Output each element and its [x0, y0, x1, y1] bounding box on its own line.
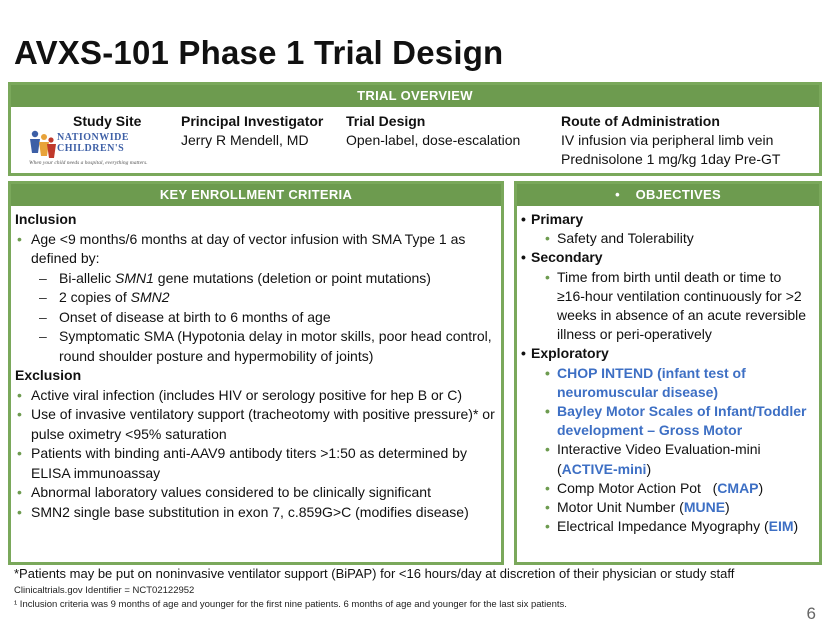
- list-item: • Patients with binding anti-AAV9 antibody titers >1:50 as determined by ELISA immunoassay: [15, 444, 495, 483]
- inclusion-list: [15, 230, 495, 367]
- list-item: • Secondary: [520, 248, 813, 267]
- enrollment-body: [11, 206, 501, 522]
- route-label: Route of Administration: [561, 113, 720, 129]
- list-item: – Onset of disease at birth to 6 months of age: [15, 308, 495, 328]
- route-column: [561, 112, 780, 169]
- list-item: • Electrical Impedance Myography (EIM): [520, 517, 813, 536]
- exclusion-heading: Exclusion: [15, 367, 82, 383]
- enrollment-criteria-panel: [8, 181, 504, 565]
- list-item: • SMN2 single base substitution in exon 7, c.859G>C (modifies disease): [15, 503, 495, 523]
- page-number: 6: [806, 604, 816, 623]
- childrens-figures-icon: [27, 129, 57, 161]
- inclusion-heading: Inclusion: [15, 211, 77, 227]
- list-item: – 2 copies of SMN2: [15, 288, 495, 308]
- design-label: Trial Design: [346, 113, 426, 129]
- trial-overview-body: [11, 107, 819, 173]
- objectives-body: [517, 206, 819, 536]
- route-line2: Prednisolone 1 mg/kg 1day Pre-GT: [561, 151, 781, 167]
- nationwide-childrens-logo: [27, 129, 157, 173]
- route-line1: IV infusion via peripheral limb vein: [561, 132, 774, 148]
- objectives-band: • OBJECTIVES: [517, 184, 819, 206]
- list-item: • Age <9 months/6 months at day of vector infusion with SMA Type 1 as defined by:: [15, 230, 495, 269]
- list-item: • Exploratory: [520, 344, 813, 363]
- list-item: • Use of invasive ventilatory support (tracheotomy with positive pressure)* or pulse oximetry <95% saturation: [15, 405, 495, 444]
- list-item: – Symptomatic SMA (Hypotonia delay in motor skills, poor head control, round shoulder posture and hypermobility of joints): [15, 327, 495, 366]
- list-item: • Comp Motor Action Pot (CMAP): [520, 479, 813, 498]
- list-item: • Bayley Motor Scales of Infant/Toddler development – Gross Motor: [520, 402, 813, 440]
- investigator-label: Principal Investigator: [181, 113, 324, 129]
- design-value: Open-label, dose-escalation: [346, 132, 521, 148]
- exclusion-list: [15, 386, 495, 523]
- list-item: • Abnormal laboratory values considered to be clinically significant: [15, 483, 495, 503]
- logo-tagline: When your child needs a hospital, everything matters.: [29, 160, 148, 166]
- list-item: • Primary: [520, 210, 813, 229]
- investigator-column: [181, 112, 323, 150]
- clinicaltrials-identifier: Clinicaltrials.gov Identifier = NCT02122952: [14, 585, 195, 596]
- list-item: • Interactive Video Evaluation-mini (ACTIVE-mini): [520, 440, 813, 478]
- objectives-panel: [514, 181, 822, 565]
- bullet-icon: •: [615, 187, 636, 202]
- list-item: • Time from birth until death or time to ≥16-hour ventilation continuously for >2 weeks in absence of an acute reversible illness or peri-operatively: [520, 268, 813, 345]
- page-title: AVXS-101 Phase 1 Trial Design: [14, 34, 504, 71]
- trial-overview-box: [8, 82, 822, 176]
- enrollment-band: KEY ENROLLMENT CRITERIA: [11, 184, 501, 206]
- investigator-value: Jerry R Mendell, MD: [181, 132, 309, 148]
- logo-wordmark: NATIONWIDE CHILDREN'S: [57, 132, 130, 154]
- design-column: [346, 112, 520, 150]
- inclusion-footnote: ¹ Inclusion criteria was 9 months of age and younger for the first nine patients. 6 months of age and younger for the last six patients.: [14, 599, 567, 610]
- list-item: • Motor Unit Number (MUNE): [520, 498, 813, 517]
- trial-overview-band: TRIAL OVERVIEW: [11, 85, 819, 107]
- list-item: • Safety and Tolerability: [520, 229, 813, 248]
- objectives-list: [520, 210, 813, 536]
- list-item: – Bi-allelic SMN1 gene mutations (deletion or point mutations): [15, 269, 495, 289]
- ventilator-footnote: *Patients may be put on noninvasive ventilator support (BiPAP) for <16 hours/day at discretion of their physician or study staff: [14, 566, 735, 581]
- list-item: • Active viral infection (includes HIV or serology positive for hep B or C): [15, 386, 495, 406]
- list-item: • CHOP INTEND (infant test of neuromuscular disease): [520, 364, 813, 402]
- study-site-label: Study Site: [73, 113, 142, 129]
